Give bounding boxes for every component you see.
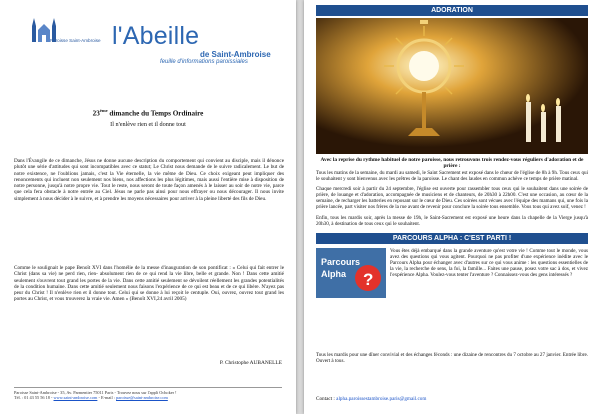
right-page bbox=[304, 0, 600, 414]
adoration-header: ADORATION bbox=[316, 5, 588, 16]
alpha-logo-image bbox=[316, 248, 386, 298]
svg-text:Alpha: Alpha bbox=[321, 269, 347, 279]
masthead-tagline: feuille d'informations paroissiales bbox=[160, 59, 248, 65]
footer-contact: Tél. : 01 43 55 56 18 - www.saint-ambroise.com - E-mail : paroisse@saint-ambroise.com bbox=[14, 395, 168, 401]
article-title: 23ème dimanche du Temps Ordinaire bbox=[92, 108, 204, 118]
adoration-paragraph-1: Tous les matins de la semaine, du mardi au samedi, le Saint Sacrement est exposé dans le chœur de l'église de 8h à 9h. Tous ceux qui le souhaitent y sont bienvenus avec les prêtres de la paroisse. Le chant des laudes en commun achève ce temps de prière matinal. bbox=[316, 170, 588, 183]
svg-text:?: ? bbox=[363, 270, 374, 289]
alpha-contact-email-link[interactable]: alpha.paroissestambroise.paris@gmail.com bbox=[336, 396, 427, 402]
article-subtitle: Il n'enlève rien et il donne tout bbox=[110, 121, 186, 128]
masthead-title: l'Abeille bbox=[112, 22, 200, 50]
footer bbox=[14, 390, 177, 401]
monstrance-photo bbox=[316, 18, 588, 154]
footer-email-link[interactable]: paroisse@saint-ambroise.com bbox=[116, 395, 168, 401]
adoration-caption: Avec la reprise du rythme habituel de notre paroisse, nous retrouvons trois rendez-vous réguliers d'adoration et de prière : bbox=[320, 157, 584, 170]
adoration-paragraph-3: Enfin, tous les mardis soir, après la messe de 19h, le Saint-Sacrement est exposé une heure dans la chapelle de la Vierge jusqu'à 20h30, à destination de tous ceux qui le souhaitent. bbox=[316, 214, 588, 227]
alpha-contact: Contact : alpha.paroissestambroise.paris@gmail.com bbox=[316, 396, 427, 402]
alpha-paragraph-2: Tous les mardis pour une dîner convivial et des échanges féconds : une dizaine de rencontres du 7 octobre au 27 janvier. Entrée libre. Ouvert à tous. bbox=[316, 352, 588, 365]
masthead-subtitle: de Saint-Ambroise bbox=[200, 50, 271, 59]
article-paragraph-2: Comme le soulignait le pape Benoît XVI dans l'homélie de la messe d'inauguration de son pontificat : « Celui qui fait entrer le Christ (dans sa vie) ne perd rien, rien- absolument rien de ce qui rend la vie libre, belle et grande. Non ! Dans cette amitié seulement s'ouvrent tout grand les portes de la vie. Dans cette amitié seulement se dévoilent réellement les grandes potentialités de la condition humaine. Dans cette amitié seulement nous faisons l'expérience de ce qui est beau et de ce qui libère. N'ayez pas peur du Christ ! Il n'enlève rien et il donne tout. Celui qui se donne à lui reçoit le centuple. Oui, ouvrez, ouvrez tout grand les portes au Christ, et vous trouverez la vraie vie. Amen » (Benoît XVI,24 avril 2005) bbox=[14, 265, 284, 303]
article-signature: P. Christophe AUBANELLE bbox=[219, 360, 282, 366]
alpha-paragraph-1: Vous êtes déjà embarqué dans la grande aventure qu'est votre vie ! Comme tout le monde, vous avez des questions qui vous agitent. Pourquoi ne pas profiter d'une expérience inédite avec le Parcours Alpha pour échanger avec d'autres sur ce qui vous anime : les questions essentielles de la vie, la recherche de sens, la foi, la famille... Faites une pause, posez votre sac à dos, et vivez l'expérience Alpha. Voulez-vous tenter l'aventure ? Connaissez-vous des gens intéressés ? bbox=[390, 248, 588, 279]
svg-text:Parcours: Parcours bbox=[321, 257, 361, 267]
footer-website-link[interactable]: www.saint-ambroise.com bbox=[53, 395, 98, 401]
logo-parish-name: Paroisse Saint-Ambroise bbox=[50, 38, 101, 43]
adoration-paragraph-2: Chaque mercredi soir à partir du 24 septembre, l'église est ouverte pour rassembler tous ceux qui le souhaitent dans une soirée de prière, de louange et d'adoration, accompagnée de musiciens et de chanteurs, de 20h30 à 22h00. C'est une occasion, au cœur de la semaine, de recharger les batteries en reposant sur le cœur de Dieu. Ces soirées sont vécues avec l'équipe des mamans qui, une fois la prière lancée, part visiter nos frères de la rue avant de revenir pour conclure la soirée tous ensemble. Vous tous qui avez soif, venez ! bbox=[316, 186, 588, 211]
article-paragraph-1: Dans l'Évangile de ce dimanche, Jésus ne donne aucune description du comportement qui convient au disciple, mais il dénonce plutôt une série d'attitudes qui sont incompatibles avec ce statut; Le Christ nous demande de le suivre radicalement. Le but de notre existence, ne l'oublions jamais, c'est la Vie éternelle, la vie même de Dieu. Ce choix exigeant peut impliquer des renoncements qui incluent non seulement nos biens, nos affections les plus légitimes, mais aussi l'entière mise à disposition de notre personne, jusqu'à notre propre vie. Tout le reste, nous seront de toute façon amenés à le laisser au soir de notre vie, parce que cela fera obstacle à notre entrée au Ciel. Jésus ne parle pas ainsi pour nous effrayer ou nous décourager. Il nous invite simplement à nous décider à le suivre, et à prendre les moyens nécessaires pour arriver à la pleine liberté des fils de Dieu. bbox=[14, 158, 284, 202]
footer-address: Paroisse Saint-Ambroise - 35, Av. Parmentier 75011 Paris - Trouvez nous sur l'appli Ochoker ! bbox=[14, 390, 177, 395]
adoration-body bbox=[316, 170, 588, 231]
left-page bbox=[0, 0, 296, 414]
alpha-header: PARCOURS ALPHA : C'EST PARTI ! bbox=[316, 233, 588, 244]
footer-divider bbox=[14, 387, 282, 388]
